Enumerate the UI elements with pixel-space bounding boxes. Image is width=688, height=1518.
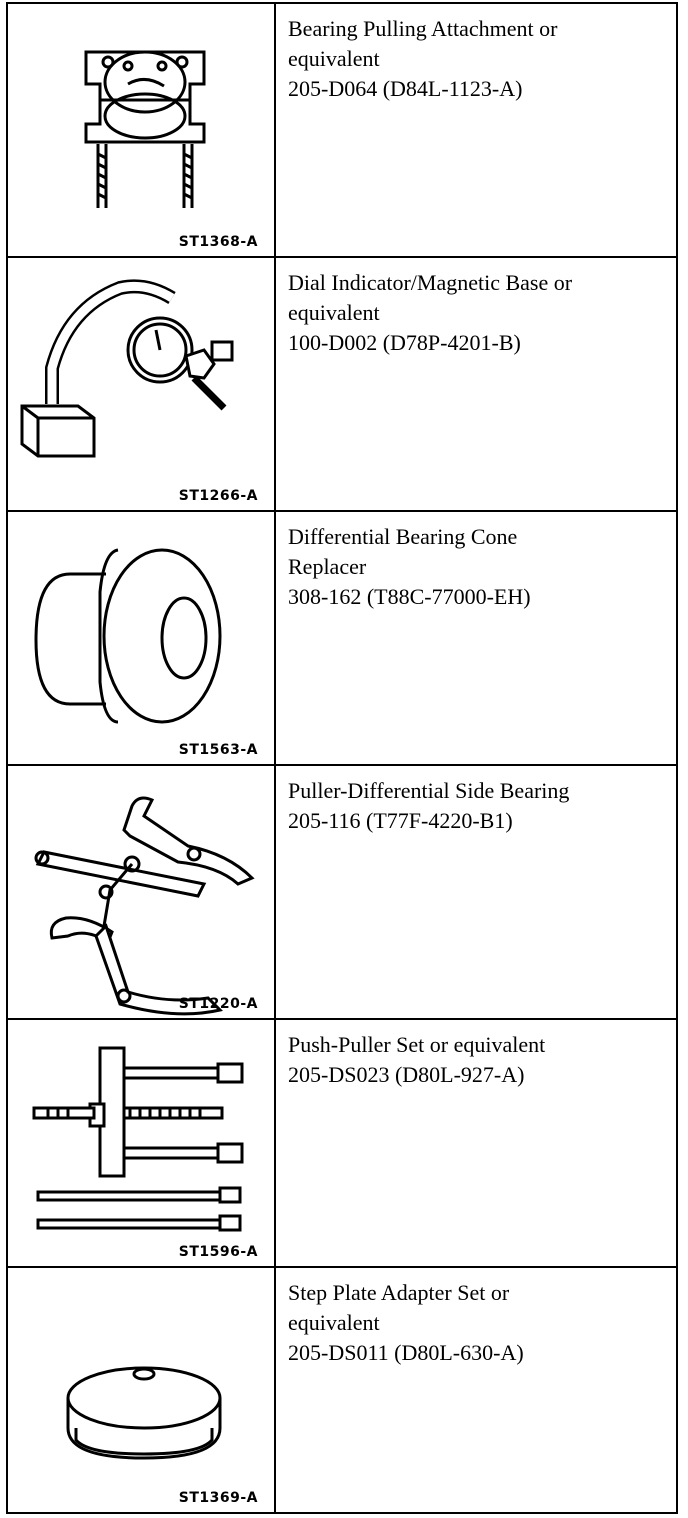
figure-code: ST1596-A — [178, 1244, 258, 1260]
figure-code: ST1368-A — [178, 234, 258, 250]
illustration-cell — [8, 766, 276, 1018]
push-puller-set-icon — [8, 1020, 274, 1266]
tool-part-number: 205-DS011 (D80L-630-A) — [288, 1340, 524, 1365]
illustration-cell — [8, 1268, 276, 1512]
tool-row — [8, 766, 676, 1020]
tool-name: Dial Indicator/Magnetic Base or — [288, 270, 573, 295]
tool-description — [276, 766, 676, 1018]
bearing-cone-replacer-icon — [8, 512, 274, 764]
tool-name: Puller-Differential Side Bearing — [288, 778, 570, 803]
special-tools-table — [6, 2, 678, 1514]
tool-name: Step Plate Adapter Set or — [288, 1280, 510, 1305]
tool-part-number: 308-162 (T88C-77000-EH) — [288, 584, 531, 609]
illustration-cell — [8, 258, 276, 510]
dial-indicator-icon — [8, 258, 274, 510]
bearing-pulling-attachment-icon — [8, 4, 274, 256]
tool-part-number: 205-116 (T77F-4220-B1) — [288, 808, 513, 833]
tool-row — [8, 4, 676, 258]
tool-description — [276, 258, 676, 510]
tool-row — [8, 258, 676, 512]
figure-code: ST1266-A — [178, 488, 258, 504]
step-plate-adapter-icon — [8, 1268, 274, 1512]
tool-name: equivalent — [288, 1310, 380, 1335]
tool-description — [276, 1268, 676, 1512]
side-bearing-puller-icon — [8, 766, 274, 1018]
tool-name: equivalent — [288, 46, 380, 71]
tool-row — [8, 512, 676, 766]
tool-description — [276, 4, 676, 256]
tool-name: Replacer — [288, 554, 367, 579]
illustration-cell — [8, 4, 276, 256]
tool-part-number: 205-DS023 (D80L-927-A) — [288, 1062, 525, 1087]
figure-code: ST1369-A — [178, 1490, 258, 1506]
tool-name: Push-Puller Set or equivalent — [288, 1032, 546, 1057]
tool-row — [8, 1268, 676, 1512]
tool-description — [276, 1020, 676, 1266]
tool-name: equivalent — [288, 300, 380, 325]
figure-code: ST1220-A — [178, 996, 258, 1012]
tool-row — [8, 1020, 676, 1268]
tool-name: Differential Bearing Cone — [288, 524, 518, 549]
tool-description — [276, 512, 676, 764]
tool-part-number: 100-D002 (D78P-4201-B) — [288, 330, 521, 355]
tool-part-number: 205-D064 (D84L-1123-A) — [288, 76, 523, 101]
figure-code: ST1563-A — [178, 742, 258, 758]
illustration-cell — [8, 1020, 276, 1266]
tool-name: Bearing Pulling Attachment or — [288, 16, 558, 41]
illustration-cell — [8, 512, 276, 764]
